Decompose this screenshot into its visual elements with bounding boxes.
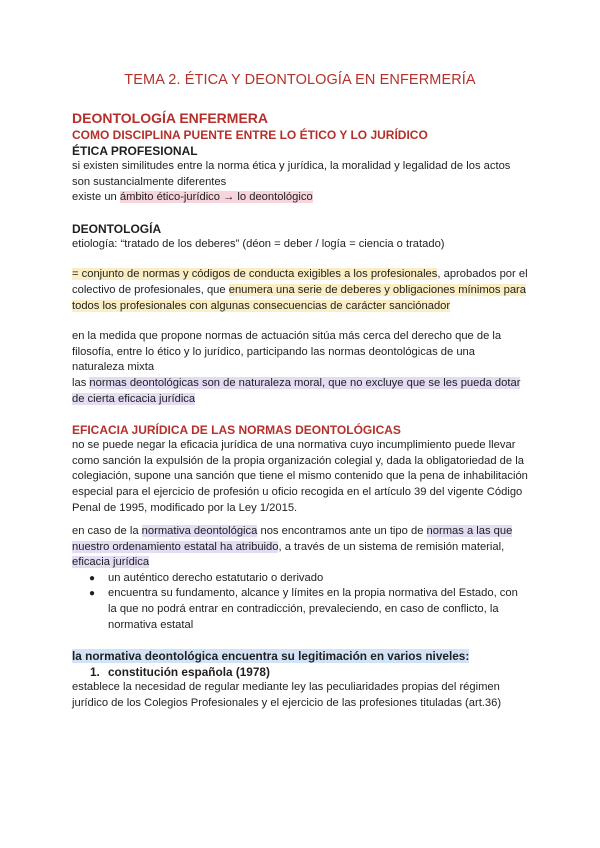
definicion-paragraph — [72, 267, 528, 314]
definicion-highlight-2: enumera una serie de deberes y obligaciones mínimos para todos los profesionales con algunas consecuencias de carácter sanciónador — [72, 283, 526, 312]
caso-paragraph — [72, 524, 528, 571]
definicion-text: , aprobados por el colectivo de profesionales, que — [72, 268, 528, 296]
etiologia-paragraph: etiología: “tratado de los deberes” (déon = deber / logía = ciencia o tratado) — [72, 237, 445, 250]
bullet-icon: ● — [89, 572, 96, 584]
heading-deontologia-enfermera: DEONTOLOGÍA ENFERMERA — [72, 110, 269, 126]
heading-deontologia: DEONTOLOGÍA — [72, 221, 162, 236]
legitimacion-highlight: la normativa deontológica encuentra su legitimación en varios niveles: — [72, 649, 470, 664]
etica-paragraph: si existen similitudes entre la norma ética y jurídica, la moralidad y legalidad de los actos son sustancialmente diferentes — [72, 160, 511, 188]
caso-text-b: nos encontramos ante un tipo de — [257, 525, 427, 538]
numbered-heading-number: 1. — [90, 665, 100, 680]
legitimacion-heading — [72, 648, 528, 664]
heading-etica-profesional: ÉTICA PROFESIONAL — [72, 144, 198, 158]
naturaleza-text: las — [72, 376, 90, 389]
caso-highlight-2: normas a las que nuestro ordenamiento estatal ha atribuido — [72, 525, 513, 553]
bullet-icon: ● — [89, 588, 96, 600]
numbered-heading-label: constitución española (1978) — [108, 665, 270, 680]
numbered-heading-constitucion — [72, 664, 528, 680]
etica-ambito-text: existe un — [72, 191, 120, 204]
caso-text-c: , a través de un sistema de remisión material, — [278, 540, 505, 553]
naturaleza-paragraph — [72, 376, 528, 407]
eficacia-bullet-list — [72, 571, 528, 633]
caso-highlight-1: normativa deontológica — [141, 525, 258, 538]
list-item — [72, 586, 528, 633]
bullet-text: un auténtico derecho estatutario o derivado — [108, 571, 324, 584]
list-item — [72, 571, 528, 587]
etica-ambito-highlight: ámbito ético-jurídico → lo deontológico — [119, 191, 313, 204]
caso-text-a: en caso de la — [72, 525, 142, 538]
heading-eficacia-juridica: EFICACIA JURÍDICA DE LAS NORMAS DEONTOLÓGICAS — [72, 423, 401, 438]
bullet-text: encuentra su fundamento, alcance y límites en la propia normativa del Estado, con la que no podrá entrar en contradicción, prevaleciendo, en caso de conflicto, la normativa estatal — [108, 587, 518, 631]
document-title: TEMA 2. ÉTICA Y DEONTOLOGÍA EN ENFERMERÍA — [124, 72, 476, 88]
medida-paragraph: en la medida que propone normas de actuación sitúa más cerca del derecho que de la filosofía, entre lo ético y lo jurídico, participando las normas deontológicas de una naturaleza mixta — [72, 330, 502, 374]
naturaleza-highlight: normas deontológicas son de naturaleza moral, que no excluye que se les pueda dotar de cierta eficacia jurídica — [72, 376, 521, 405]
definicion-highlight-1: = conjunto de normas y códigos de conducta exigibles a los profesionales — [72, 268, 438, 281]
eficacia-paragraph: no se puede negar la eficacia jurídica de una normativa cuyo incumplimiento puede llevar como sanción la expulsión de la propia organización colegial y, dada la obligatoriedad de la colegiación, supone una sanción que tiene el mismo contenido que la pena de inhabilitación especial para el ejercicio de profesión u oficio recogida en el artículo 39 del vigente Código Penal de 1995, modificado por la Ley 1/2015. — [72, 439, 528, 514]
heading-disciplina-puente: COMO DISCIPLINA PUENTE ENTRE LO ÉTICO Y LO JURÍDICO — [72, 128, 428, 142]
caso-highlight-3: eficacia jurídica — [72, 556, 150, 569]
constitucion-paragraph: establece la necesidad de regular mediante ley las peculiaridades propias del régimen jurídico de los Colegios Profesionales y el ejercicio de las profesiones tituladas (art.36) — [72, 681, 502, 709]
etica-ambito-paragraph — [72, 190, 528, 206]
